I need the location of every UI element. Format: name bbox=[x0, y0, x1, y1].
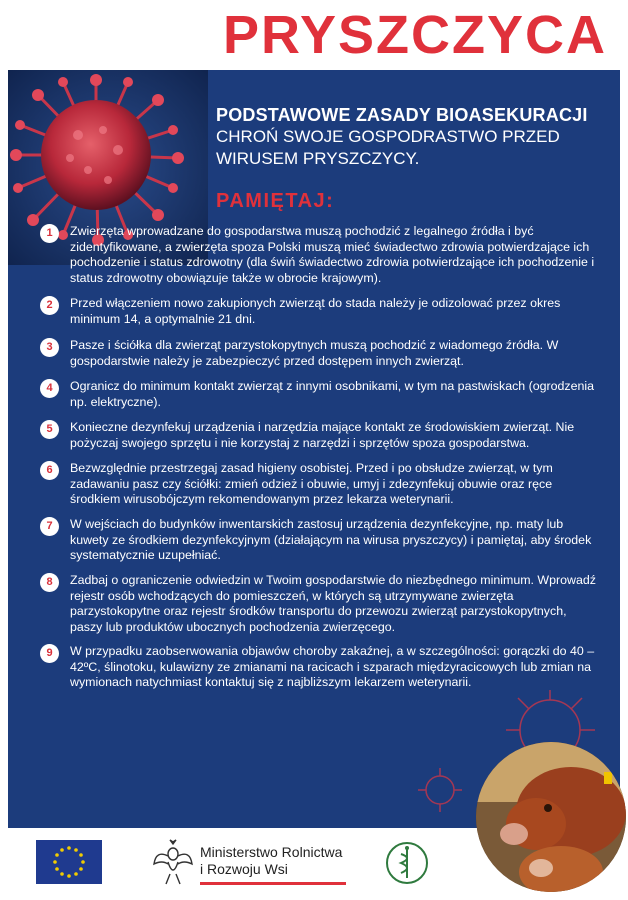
rule-number: 1 bbox=[40, 224, 59, 243]
content-panel bbox=[8, 70, 620, 828]
rule-number: 2 bbox=[40, 296, 59, 315]
rule-text: Konieczne dezynfekuj urządzenia i narzędzia mające kontakt ze środowiskiem zwierząt. Nie pożyczaj swojego sprzętu i nie korzystaj z narzędzi i sprzętów spoza gospodarstwa. bbox=[70, 420, 575, 450]
rule-text: Zwierzęta wprowadzane do gospodarstwa muszą pochodzić z legalnego źródła i być zidentyfikowane, a zwierzęta spoza Polski muszą mieć świadectwo zdrowia potwierdzające ich pochodzenie i status zdrowotny (dla świń świadectwo zdrowia potwierdzające ich pochodzenie i status zdrowotny obowiązuje także w obrocie krajowym). bbox=[70, 224, 595, 285]
subheading-line2: CHROŃ SWOJE GOSPODRASTWO PRZED WIRUSEM PRYSZCZYCY. bbox=[216, 127, 560, 168]
rule-number: 9 bbox=[40, 644, 59, 663]
rule-number: 5 bbox=[40, 420, 59, 439]
rule-number: 8 bbox=[40, 573, 59, 592]
rule-text: Zadbaj o ograniczenie odwiedzin w Twoim gospodarstwie do niezbędnego minimum. Wprowadź rejestr osób wchodzących do pomieszczeń, w których są utrzymywane zwierzęta parzystokopytne oraz rejestr środków transportu do przewozu zwierząt parzystokopytnych, paszy lub produktów ubocznych pochodzenia zwierzęcego. bbox=[70, 573, 596, 634]
rule-number: 4 bbox=[40, 379, 59, 398]
subheading bbox=[216, 104, 611, 170]
rule-text: Ogranicz do minimum kontakt zwierząt z innymi osobnikami, w tym na pastwiskach (ogrodzenia np. elektryczne). bbox=[70, 379, 595, 409]
ministry-line2: i Rozwoju Wsi bbox=[200, 861, 288, 877]
rule-number: 3 bbox=[40, 338, 59, 357]
veterinary-inspection-icon bbox=[384, 840, 430, 886]
polish-eagle-icon bbox=[152, 838, 194, 886]
ministry-underline bbox=[200, 882, 346, 885]
poster-title: PRYSZCZYCA bbox=[222, 5, 608, 65]
rule-text: Przed włączeniem nowo zakupionych zwierząt do stada należy je odizolować przez okres minimum 14, a optymalnie 21 dni. bbox=[70, 296, 561, 326]
ministry-line1: Ministerstwo Rolnictwa bbox=[200, 844, 343, 860]
remember-heading: PAMIĘTAJ: bbox=[216, 190, 335, 212]
rule-text: Bezwzględnie przestrzegaj zasad higieny osobistej. Przed i po obsłudze zwierząt, w tym zadawaniu pasz czy ściółki: zmień odzież i obuwie, umyj i zdezynfekuj obuwie oraz ręce środkiem wirusobójczym rekomendowanym przez lekarza weterynarii. bbox=[70, 461, 553, 506]
rule-text: W wejściach do budynków inwentarskich zastosuj urządzenia dezynfekcyjne, np. maty lub kuwety ze środkiem dezynfekcyjnym (działającym na wirusa pryszczycy) i pamiętaj, aby środek systematycznie uzupełniać. bbox=[70, 517, 592, 562]
rule-number: 6 bbox=[40, 461, 59, 480]
rule-text: Pasze i ściółka dla zwierząt parzystokopytnych muszą pochodzić z wiadomego źródła. W gospodarstwie należy je zabezpieczyć przed dostępem innych zwierząt. bbox=[70, 338, 559, 368]
rule-number: 7 bbox=[40, 517, 59, 536]
rule-text: W przypadku zaobserwowania objawów choroby zakaźnej, a w szczególności: gorączki do 40 – 42ºC, ślinotoku, kulawizny ze zmianami na racicach i szparach międzyracicowych lub zmian na wymionach natychmiast kontaktuj się z najbliższym lekarzem weterynarii. bbox=[70, 644, 595, 689]
ministry-name bbox=[200, 844, 360, 878]
subheading-line1: PODSTAWOWE ZASADY BIOASEKURACJI bbox=[216, 105, 588, 125]
eu-flag-icon bbox=[36, 840, 102, 884]
footer bbox=[0, 828, 628, 900]
